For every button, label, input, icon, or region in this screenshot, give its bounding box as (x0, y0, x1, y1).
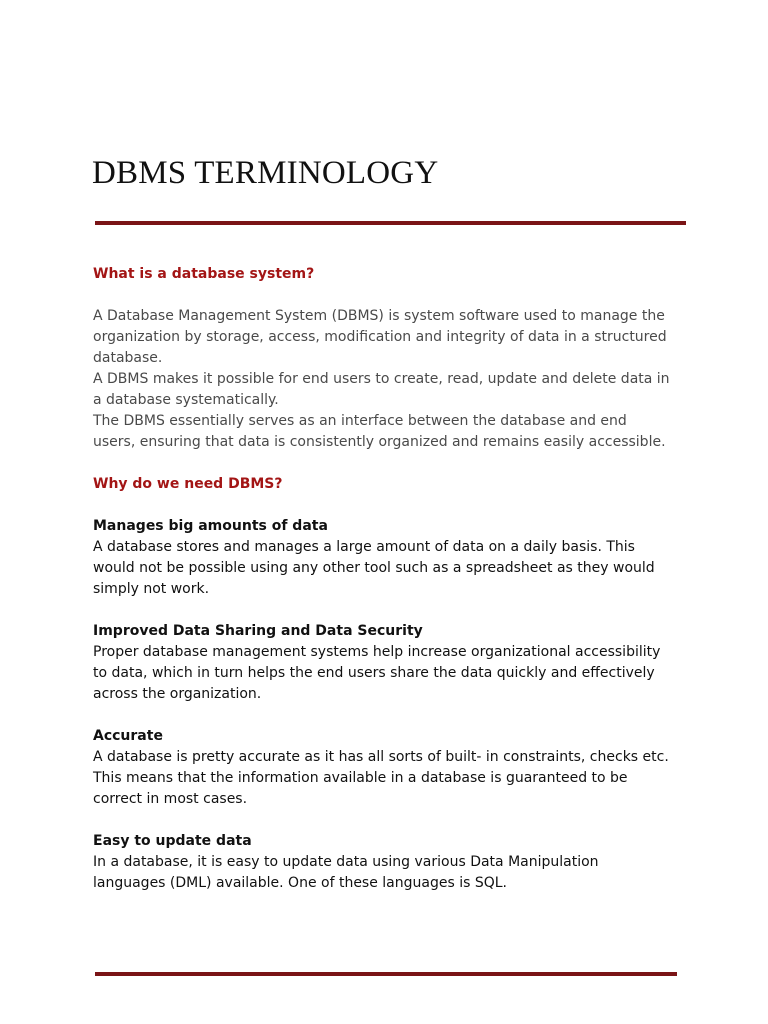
intro-sentence: A DBMS makes it possible for end users to create, read, update and delete data in a database systematically. (93, 371, 670, 408)
page-title: DBMS TERMINOLOGY (92, 155, 439, 191)
reason-body: Proper database management systems help increase organizational accessibility to data, which in turn helps the end users share the data quickly and effectively across the organization. (93, 644, 661, 702)
reason-item (93, 621, 673, 705)
reason-body: A database stores and manages a large amount of data on a daily basis. This would not be possible using any other tool such as a spreadsheet as they would simply not work. (93, 539, 655, 597)
reason-title: Manages big amounts of data (93, 518, 328, 534)
reason-body: A database is pretty accurate as it has all sorts of built- in constraints, checks etc. This means that the information available in a database is guaranteed to be correct in most cases. (93, 749, 669, 807)
footer-divider (95, 972, 677, 976)
intro-sentence: A Database Management System (DBMS) is system software used to manage the organization by storage, access, modification and integrity of data in a structured database. (93, 308, 667, 366)
reason-item (93, 831, 673, 894)
reason-title: Easy to update data (93, 833, 252, 849)
intro-sentence: The DBMS essentially serves as an interface between the database and end users, ensuring that data is consistently organized and remains easily accessible. (93, 413, 666, 450)
title-divider (95, 221, 686, 225)
reason-title: Accurate (93, 728, 163, 744)
reason-item (93, 726, 673, 810)
section-heading-why-dbms: Why do we need DBMS? (93, 476, 283, 492)
reason-body: In a database, it is easy to update data using various Data Manipulation languages (DML) available. One of these languages is SQL. (93, 854, 599, 891)
reason-title: Improved Data Sharing and Data Security (93, 623, 423, 639)
document-body (93, 264, 673, 915)
reason-item (93, 516, 673, 600)
intro-paragraph (93, 306, 673, 453)
section-heading-what-is: What is a database system? (93, 266, 315, 282)
